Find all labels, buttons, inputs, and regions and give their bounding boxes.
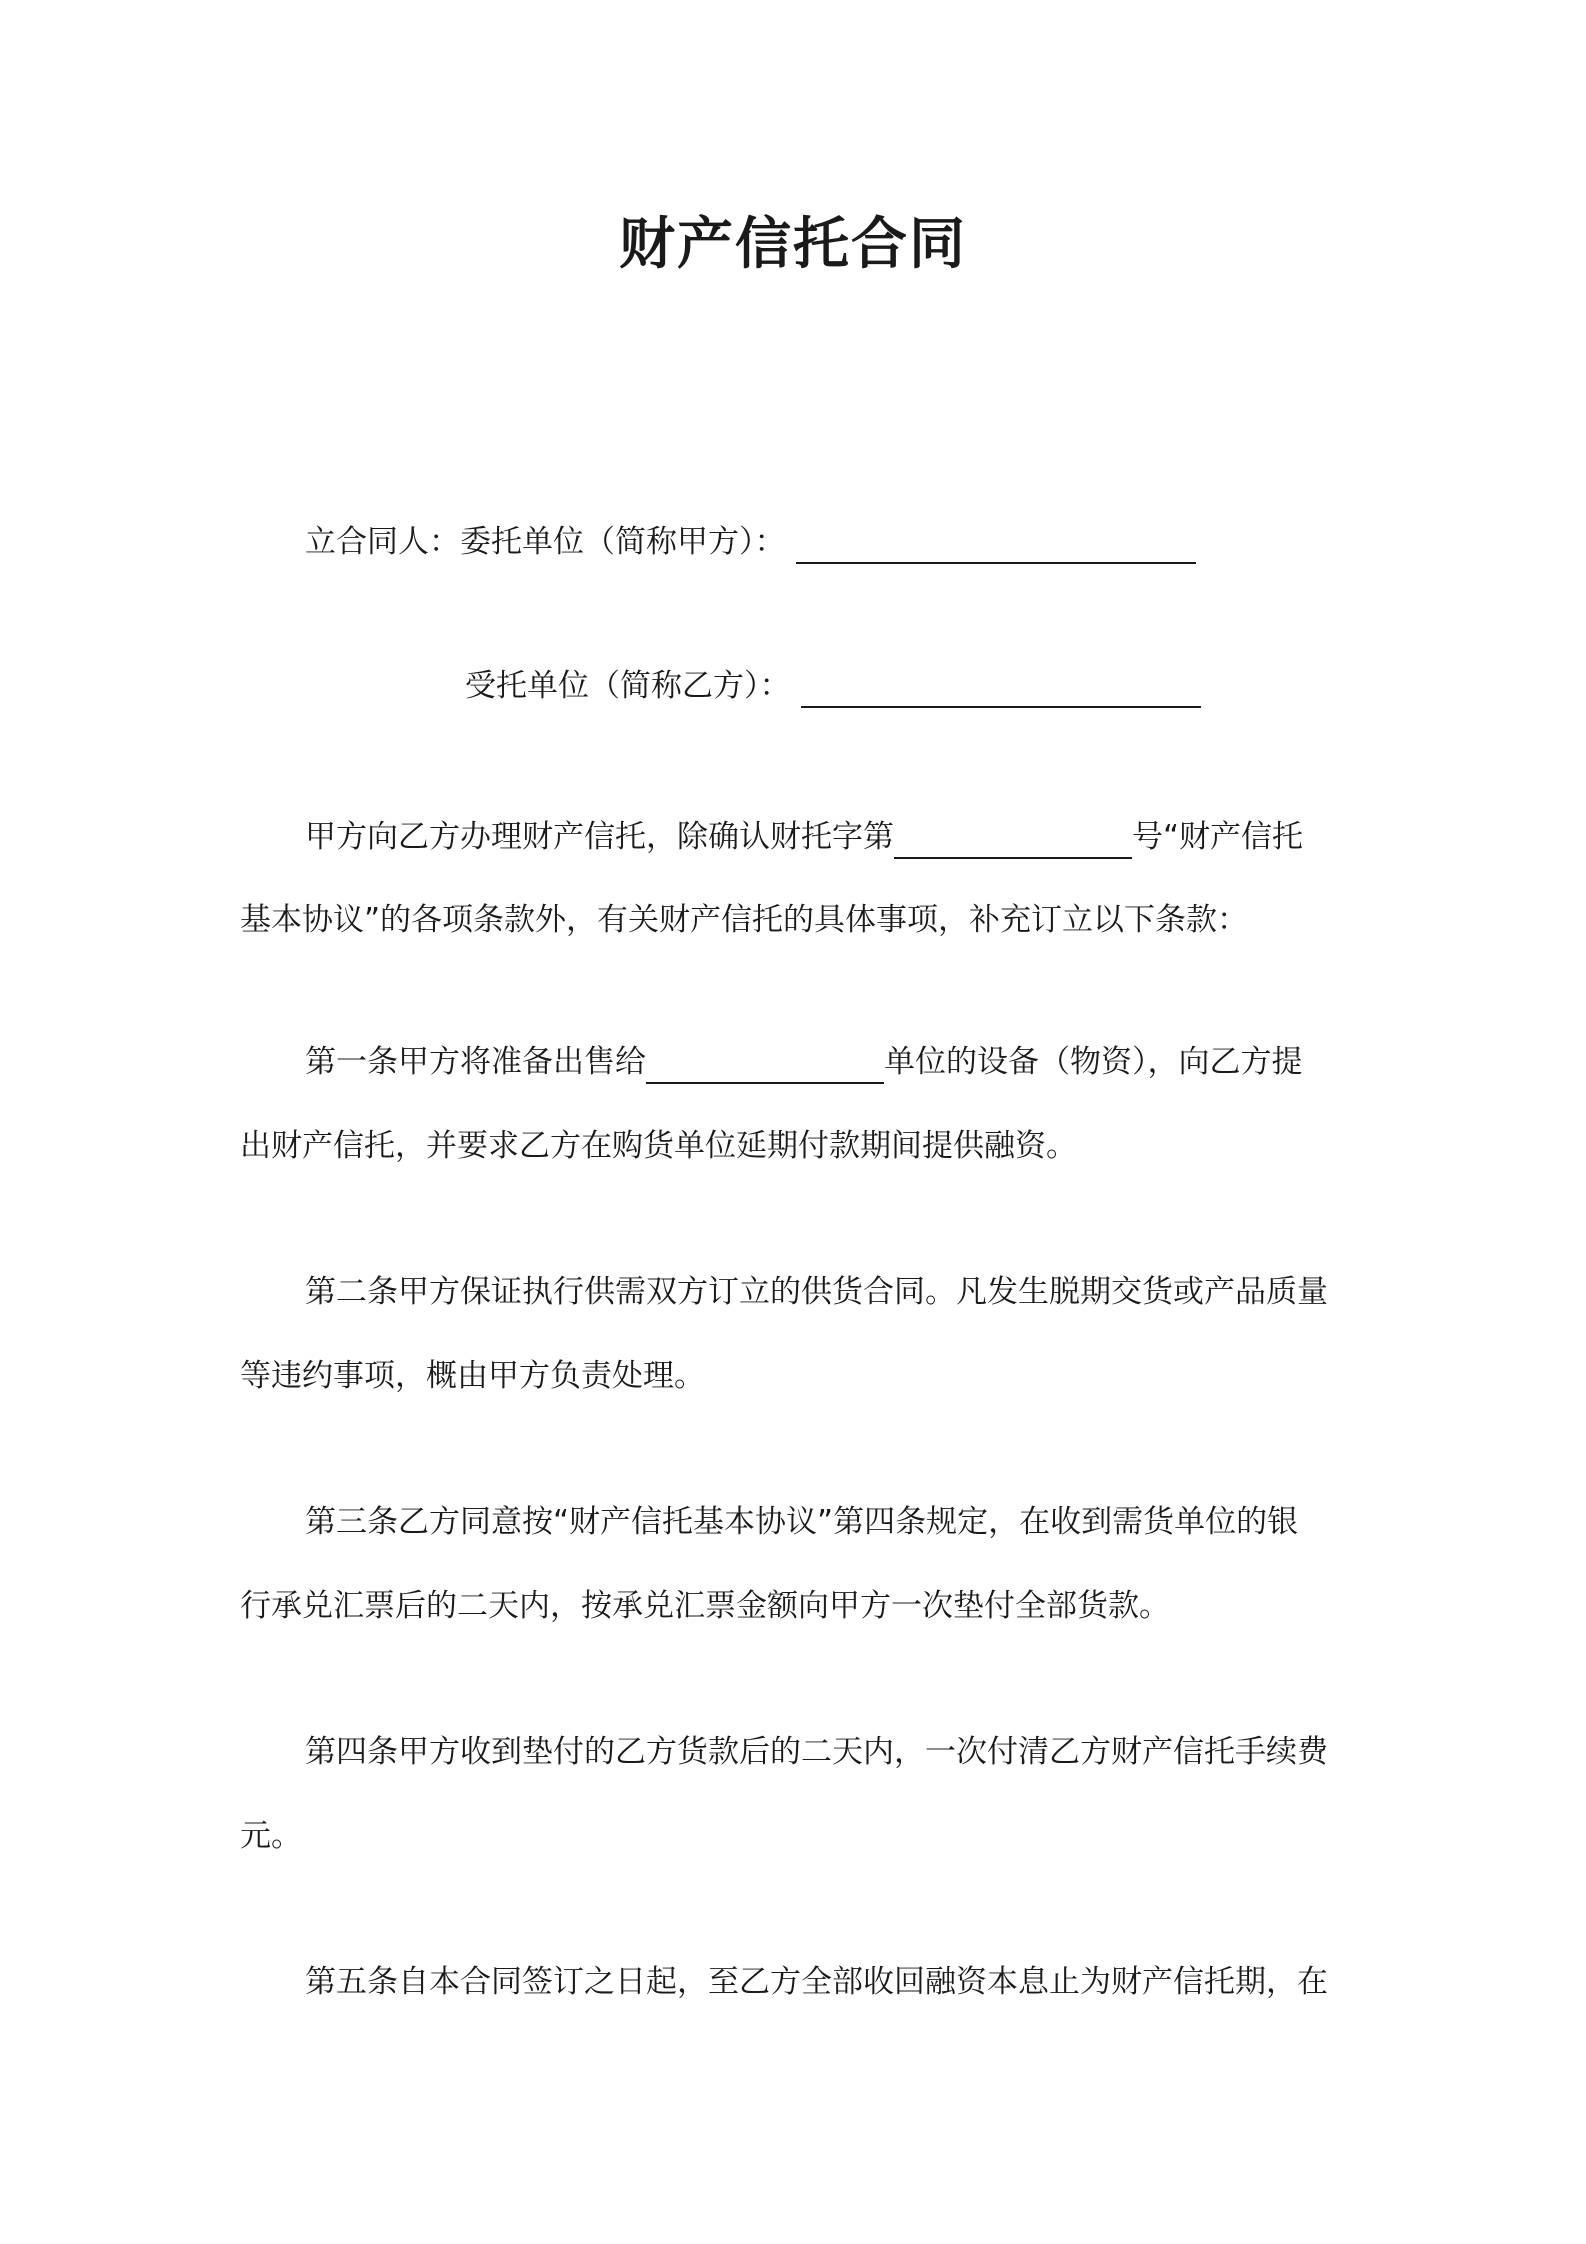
document-title: 财产信托合同	[619, 212, 967, 277]
article3-line-2: 行承兑汇票后的二天内，按承兑汇票金额向甲方一次垫付全部货款。	[240, 1588, 1170, 1624]
article4-line-2: 元。	[240, 1818, 302, 1854]
buyer-unit-blank[interactable]	[646, 1046, 884, 1084]
intro-line-2: 基本协议”的各项条款外，有关财产信托的具体事项，补充订立以下条款：	[240, 902, 1249, 938]
article3-line-1: 第三条乙方同意按“财产信托基本协议”第四条规定，在收到需货单位的银	[305, 1504, 1299, 1540]
party-a-label: 立合同人：委托单位（简称甲方）：	[305, 524, 786, 560]
article2-line-1: 第二条甲方保证执行供需双方订立的供货合同。凡发生脱期交货或产品质量	[305, 1274, 1328, 1310]
intro-text-before: 甲方向乙方办理财产信托，除确认财托字第	[305, 819, 894, 855]
article4-line-1: 第四条甲方收到垫付的乙方货款后的二天内，一次付清乙方财产信托手续费	[305, 1734, 1328, 1770]
trust-number-blank[interactable]	[894, 821, 1132, 859]
article1-line-1	[305, 1040, 1303, 1084]
article2-line-2: 等违约事项，概由甲方负责处理。	[240, 1358, 705, 1394]
intro-line-1	[305, 815, 1303, 859]
article1-line-2: 出财产信托，并要求乙方在购货单位延期付款期间提供融资。	[240, 1128, 1077, 1164]
party-a-blank[interactable]	[796, 526, 1196, 564]
intro-text-after: 号“财产信托	[1132, 819, 1304, 855]
party-b-blank[interactable]	[801, 670, 1201, 708]
party-b-label: 受托单位（简称乙方）：	[465, 668, 791, 704]
article1-text-before: 第一条甲方将准备出售给	[305, 1044, 646, 1080]
party-b-line	[465, 664, 1201, 708]
article1-text-after: 单位的设备（物资），向乙方提	[884, 1044, 1303, 1080]
article5-line-1: 第五条自本合同签订之日起，至乙方全部收回融资本息止为财产信托期，在	[305, 1964, 1328, 2000]
party-a-line	[305, 520, 1196, 564]
